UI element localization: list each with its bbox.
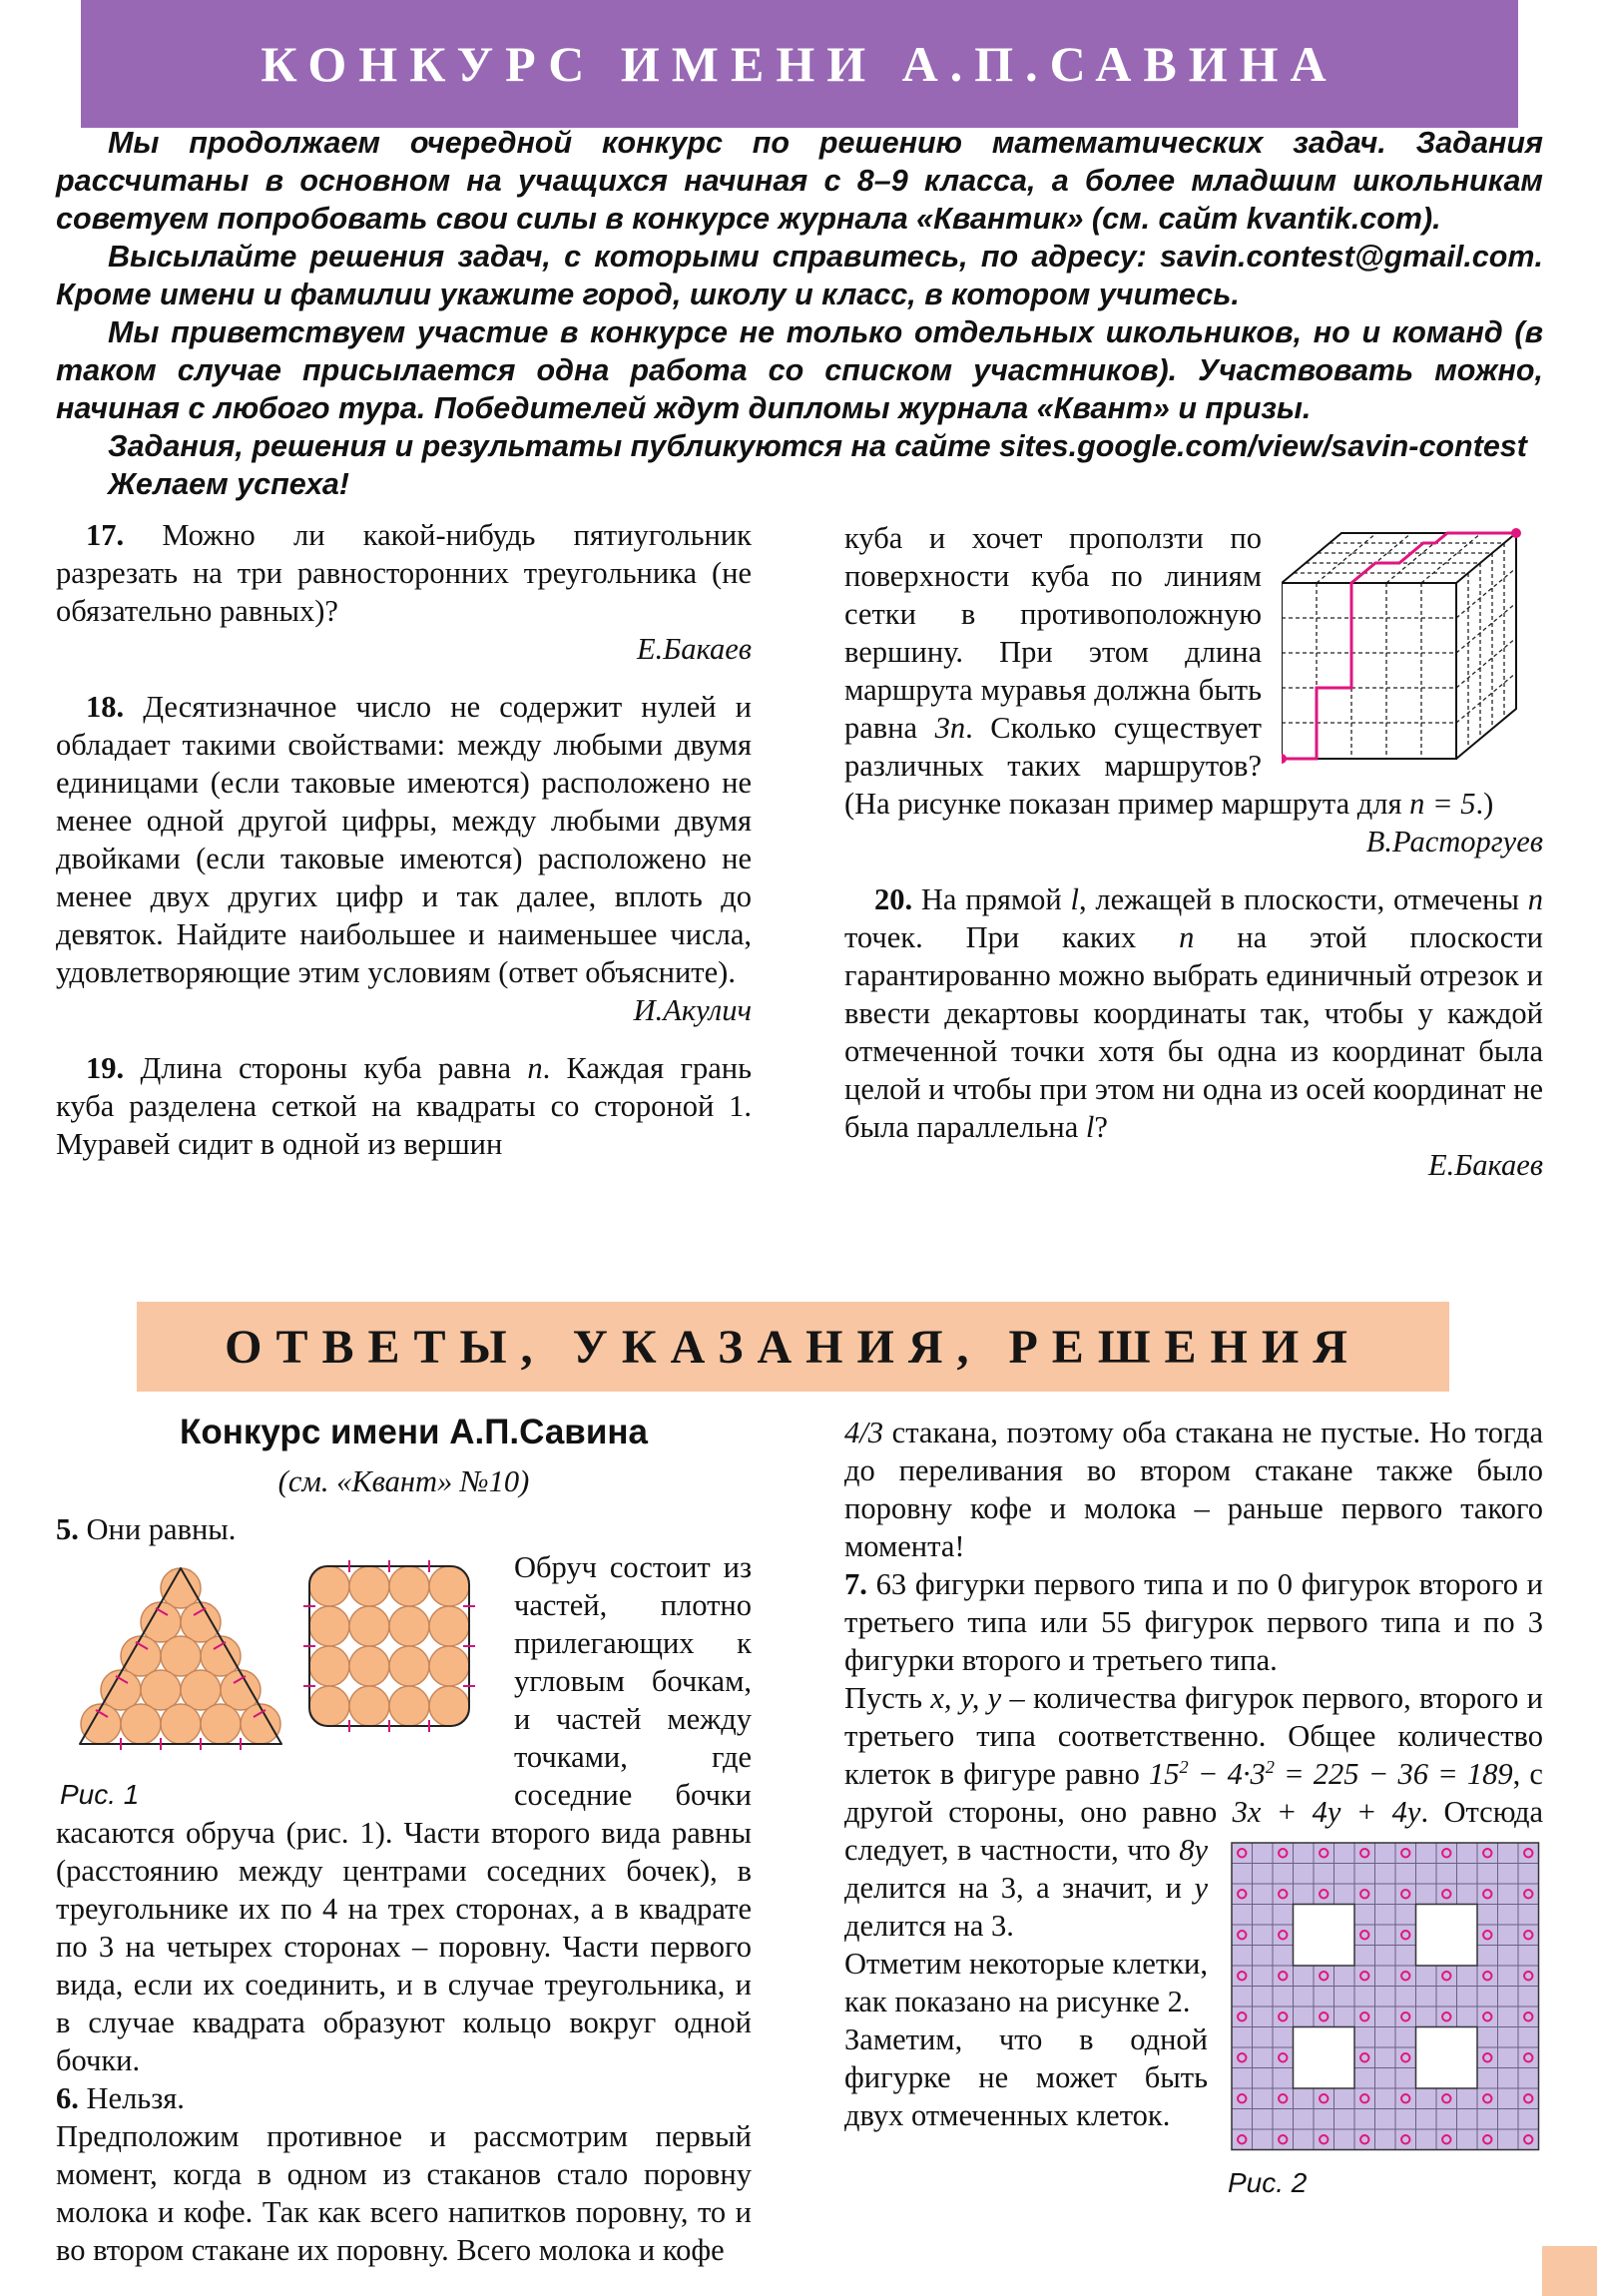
grid-cell: [1498, 1966, 1519, 1987]
intro-paragraph: Высылайте решения задач, с которыми справитесь, по адресу: savin.contest@gmail.com. Кроме имени и фамилии укажите город, школу и класс, в котором учитесь.: [56, 240, 1543, 311]
grid-cell: [1294, 1966, 1315, 1987]
solution-7-marked-cells: Отметим некоторые клетки, как показано на рисунке 2.: [844, 1947, 1208, 2018]
grid-cell: [1294, 2129, 1315, 2150]
grid-cell: [1334, 2129, 1355, 2150]
grid-cell: [1354, 2007, 1375, 2027]
grid-cell: [1477, 1946, 1498, 1967]
solution-6-answer: [56, 2079, 752, 2117]
route-end-dot: [1511, 528, 1521, 538]
problem-number: 20.: [874, 882, 913, 916]
math-vars: x, y, y: [930, 1681, 1002, 1715]
grid-cell: [1253, 2129, 1274, 2150]
grid-cell: [1395, 1946, 1416, 1967]
problem-19: [56, 1049, 752, 1163]
grid-hole: [1294, 2027, 1355, 2089]
grid-cell: [1457, 2109, 1478, 2130]
grid-cell: [1253, 1966, 1274, 1987]
grid-cell: [1314, 1966, 1334, 1987]
problem-author: Е.Бакаев: [636, 632, 752, 666]
grid-cell: [1354, 2109, 1375, 2130]
solution-5-answer: [56, 1510, 752, 1548]
grid-cell: [1273, 2007, 1294, 2027]
grid-cell: [1395, 2007, 1416, 2027]
math-expr: 8y: [1179, 1833, 1208, 1867]
grid-cell: [1416, 2007, 1437, 2027]
grid-cell: [1477, 1966, 1498, 1987]
problem-text: ?: [1094, 1110, 1108, 1144]
grid-cell: [1253, 2027, 1274, 2048]
problem-author: И.Акулич: [633, 993, 752, 1027]
problem-number: 19.: [86, 1051, 125, 1085]
solution-number: 7.: [844, 1567, 867, 1601]
grid-cell: [1477, 2068, 1498, 2089]
grid-cell: [1253, 1925, 1274, 1946]
grid-cell: [1273, 1884, 1294, 1905]
solution-text: стакана, поэтому оба стакана не пустые. Но тогда до переливания во втором стакане также было поровну кофе и молока – раньше первого такого момента!: [844, 1416, 1544, 1563]
intro-paragraph: Мы продолжаем очередной конкурс по решению математических задач. Задания рассчитаны в основном на учащихся начиная с 8–9 класса, а более младшим школьникам советуем попробовать свои силы в конкурсе журнала «Квантик» (см. сайт kvantik.com).: [56, 126, 1543, 236]
math-expr: 3x + 4y + 4y: [1232, 1795, 1421, 1829]
problem-text: , лежащей в плоскости, отмечены: [1079, 882, 1519, 916]
figure-caption: Рис. 1: [60, 1779, 140, 1810]
grid-cell: [1457, 2007, 1478, 2027]
problem-number: 17.: [86, 518, 125, 552]
grid-cell: [1375, 1905, 1396, 1926]
grid-cell: [1457, 2129, 1478, 2150]
solution-6-continued: [844, 1414, 1543, 1565]
grid-cell: [1334, 1884, 1355, 1905]
grid-cell: [1518, 1864, 1539, 1885]
route-start-dot: [1282, 754, 1287, 764]
solutions-heading: Конкурс имени А.П.Савина: [180, 1413, 648, 1451]
grid-cell: [1273, 2027, 1294, 2048]
grid-cell: [1436, 1864, 1457, 1885]
grid-cell: [1273, 2129, 1294, 2150]
grid-cell: [1314, 1884, 1334, 1905]
problem-text: Десятизначное число не содержит нулей и обладает такими свойствами: между любыми двумя единицами (если таковые имеются) расположено не менее одной другой цифры, между любыми двумя двойками (если таковые имеются) расположено не менее двух других цифр и так далее, вплоть до девяток. Найдите наибольшее и наименьшее числа, удовлетворяющие этим условиям (ответ объясните).: [56, 690, 752, 989]
grid-cell: [1232, 2027, 1253, 2048]
grid-cell: [1518, 2007, 1539, 2027]
grid-cell: [1273, 2109, 1294, 2130]
grid-cell: [1477, 2129, 1498, 2150]
grid-cell: [1518, 2027, 1539, 2048]
grid-cell: [1232, 1925, 1253, 1946]
grid-cell: [1395, 2088, 1416, 2109]
grid-cell: [1457, 1966, 1478, 1987]
grid-cell: [1395, 2047, 1416, 2068]
figure-2: [1228, 1839, 1543, 2199]
grid-cell: [1232, 1843, 1253, 1864]
grid-hole: [1416, 1905, 1478, 1967]
grid-cell: [1518, 1966, 1539, 1987]
grid-cell: [1273, 1925, 1294, 1946]
grid-cell: [1375, 2068, 1396, 2089]
marked-cells-figure: [1228, 1839, 1543, 2154]
grid-cell: [1273, 2047, 1294, 2068]
grid-cell: [1253, 2109, 1274, 2130]
problem-text: точек. При каких: [844, 920, 1137, 954]
grid-cell: [1375, 1987, 1396, 2008]
math-var: n: [527, 1051, 543, 1085]
contest-title-band: [81, 0, 1518, 128]
grid-cell: [1518, 1884, 1539, 1905]
grid-cell: [1354, 1925, 1375, 1946]
problem-text: Можно ли какой-нибудь пятиугольник разрезать на три равносторонних треугольника (не обязательно равных)?: [56, 518, 752, 628]
intro-paragraph: Желаем успеха!: [108, 467, 349, 501]
grid-cell: [1518, 2129, 1539, 2150]
grid-cell: [1498, 1884, 1519, 1905]
grid-cell: [1498, 1946, 1519, 1967]
grid-cell: [1498, 2068, 1519, 2089]
grid-cell: [1273, 2088, 1294, 2109]
grid-cell: [1354, 1884, 1375, 1905]
grid-cell: [1498, 1925, 1519, 1946]
grid-cell: [1334, 2088, 1355, 2109]
grid-cell: [1416, 1864, 1437, 1885]
grid-cell: [1314, 2088, 1334, 2109]
problem-text: на этой плоскости гарантированно можно выбрать единичный отрезок и ввести декартовы координаты так, чтобы у каждой отмеченной точки хотя бы одна из координат была целой и чтобы при этом ни одна из осей координат не была параллельна: [844, 920, 1544, 1144]
contest-intro: [56, 124, 1543, 503]
grid-cell: [1253, 1946, 1274, 1967]
grid-cell: [1273, 1843, 1294, 1864]
solution-number: 6.: [56, 2081, 79, 2115]
square-barrels: [309, 1566, 469, 1726]
problem-text: . Сколько существует различных таких маршрутов? (На рисунке показан пример маршрута для: [844, 711, 1402, 821]
math-var: l: [1085, 1110, 1095, 1144]
grid-cell: [1354, 1905, 1375, 1926]
grid-cell: [1232, 2088, 1253, 2109]
grid-cell: [1477, 2109, 1498, 2130]
grid-cell: [1375, 1864, 1396, 1885]
solution-answer: 63 фигурки первого типа и по 0 фигурок второго и третьего типа или 55 фигурок первого типа и по 3 фигурки второго и третьего типа.: [844, 1567, 1544, 1677]
grid-cell: [1518, 2068, 1539, 2089]
grid-cell: [1334, 2007, 1355, 2027]
grid-cell: [1477, 1884, 1498, 1905]
problems-right-column: [844, 519, 1543, 1204]
grid-cell: [1416, 1966, 1437, 1987]
grid-cell: [1477, 2007, 1498, 2027]
grid-cell: [1334, 1966, 1355, 1987]
grid-cell: [1294, 2007, 1315, 2027]
grid-cell: [1354, 1946, 1375, 1967]
grid-cell: [1314, 1864, 1334, 1885]
problem-17: [56, 516, 752, 630]
grid-cell: [1416, 2088, 1437, 2109]
grid-cell: [1253, 1987, 1274, 2008]
math-var: n: [1527, 882, 1544, 916]
math-var: l: [1070, 882, 1079, 916]
solution-text: Обруч состоит из частей, плотно прилегающих к угловым бочкам, и частей между точками, где соседние бочки касаются обруча (рис. 1). Части второго вида равны (расстоянию между центрами соседних бочек), в треугольнике их по 4 на трех сторонах, а в квадрате по 3 на четырех сторонах – поровну. Части первого вида, если их соединить, и в случае треугольника, и в случае квадрата образуют кольцо вокруг одной бочки.: [56, 1550, 752, 2077]
solutions-reference: (см. «Квант» №10): [277, 1464, 530, 1498]
grid-cell: [1395, 1884, 1416, 1905]
intro-paragraph: Задания, решения и результаты публикуются на сайте sites.google.com/view/savin-contest: [108, 429, 1527, 463]
grid-cell: [1253, 1884, 1274, 1905]
grid-cell: [1253, 1843, 1274, 1864]
grid-cell: [1314, 1987, 1334, 2008]
barrels-figure: [56, 1552, 500, 1782]
cube-route-figure: [1282, 523, 1543, 771]
grid-cell: [1375, 1966, 1396, 1987]
grid-cell: [1232, 1905, 1253, 1926]
grid-cell: [1294, 1864, 1315, 1885]
grid-cell: [1375, 2047, 1396, 2068]
grid-cell: [1253, 1905, 1274, 1926]
grid-cell: [1253, 2007, 1274, 2027]
contest-title: КОНКУРС ИМЕНИ А.П.САВИНА: [261, 36, 1338, 92]
grid-cell: [1375, 2027, 1396, 2048]
grid-cell: [1477, 2047, 1498, 2068]
problem-number: 18.: [86, 690, 125, 724]
answers-title: ОТВЕТЫ, УКАЗАНИЯ, РЕШЕНИЯ: [225, 1320, 1361, 1374]
grid-cell: [1477, 1864, 1498, 1885]
grid-cell: [1436, 1987, 1457, 2008]
grid-cell: [1273, 1905, 1294, 1926]
grid-cell: [1232, 2007, 1253, 2027]
grid-cell: [1498, 2088, 1519, 2109]
grid-hole: [1294, 1905, 1355, 1967]
grid-cell: [1273, 1864, 1294, 1885]
grid-cell: [1232, 1946, 1253, 1967]
grid-cell: [1354, 2047, 1375, 2068]
intro-paragraph: Мы приветствуем участие в конкурсе не только отдельных школьников, но и команд (в таком случае присылается одна работа со списком участников). Участвовать можно, начиная с любого тура. Победителей ждут дипломы журнала «Квант» и призы.: [56, 315, 1543, 425]
grid-cell: [1416, 1884, 1437, 1905]
grid-cell: [1498, 2007, 1519, 2027]
grid-cell: [1354, 2027, 1375, 2048]
grid-cell: [1314, 2109, 1334, 2130]
grid-cell: [1477, 1987, 1498, 2008]
grid-cell: [1375, 2129, 1396, 2150]
grid-cell: [1498, 2027, 1519, 2048]
problem-author: Е.Бакаев: [1427, 1148, 1543, 1182]
grid-cell: [1294, 1987, 1315, 2008]
grid-cell: [1354, 1966, 1375, 1987]
solution-number: 5.: [56, 1512, 79, 1546]
grid-cell: [1232, 2129, 1253, 2150]
grid-cell: [1518, 1905, 1539, 1926]
solution-text: делится на 3.: [844, 1909, 1014, 1943]
grid-cell: [1273, 2068, 1294, 2089]
grid-cell: [1253, 2088, 1274, 2109]
grid-cell: [1457, 1987, 1478, 2008]
grid-cell: [1457, 1884, 1478, 1905]
answers-title-band: [137, 1302, 1449, 1392]
grid-cell: [1518, 1925, 1539, 1946]
grid-cell: [1232, 1987, 1253, 2008]
grid-cell: [1416, 2129, 1437, 2150]
grid-cell: [1232, 2109, 1253, 2130]
grid-cell: [1477, 1843, 1498, 1864]
grid-cell: [1334, 2109, 1355, 2130]
grid-cell: [1232, 1884, 1253, 1905]
grid-cell: [1395, 2109, 1416, 2130]
grid-cell: [1395, 1925, 1416, 1946]
grid-cell: [1498, 1987, 1519, 2008]
problem-text: . Каждая грань куба разделена сеткой на квадраты со стороной 1. Муравей сидит в одной из вершин: [56, 1051, 753, 1161]
problems-left-column: [56, 516, 752, 1163]
math-expr: $15^2 - 4\cdot 3^2 = 225 - 36 = 189$: [1149, 1756, 1513, 1791]
grid-cell: [1477, 2088, 1498, 2109]
solution-5-text: [56, 1548, 752, 2079]
grid-cell: [1253, 2047, 1274, 2068]
grid-cell: [1518, 1987, 1539, 2008]
grid-cell: [1518, 1843, 1539, 1864]
grid-cell: [1477, 2027, 1498, 2048]
grid-cell: [1273, 1946, 1294, 1967]
problem-text: .): [1475, 787, 1494, 821]
grid-cell: [1395, 1864, 1416, 1885]
grid-cell: [1436, 1966, 1457, 1987]
math-fraction: 4/3: [844, 1416, 883, 1449]
grid-cell: [1375, 2109, 1396, 2130]
grid-cell: [1375, 1843, 1396, 1864]
grid-cell: [1273, 1987, 1294, 2008]
grid-cell: [1232, 1966, 1253, 1987]
grid-cell: [1334, 1843, 1355, 1864]
grid-cell: [1314, 1843, 1334, 1864]
grid-cell: [1436, 1884, 1457, 1905]
solution-text: Пусть: [844, 1681, 923, 1715]
grid-cell: [1314, 2007, 1334, 2027]
grid-cell: [1436, 2088, 1457, 2109]
grid-cell: [1294, 1843, 1315, 1864]
grid-cell: [1314, 2129, 1334, 2150]
problem-author: В.Расторгуев: [1365, 825, 1543, 859]
grid-cell: [1232, 1864, 1253, 1885]
grid-cell: [1395, 1966, 1416, 1987]
grid-cell: [1457, 2088, 1478, 2109]
grid-cell: [1294, 1884, 1315, 1905]
problem-20: [844, 880, 1543, 1146]
solution-text: . Отсюда следует, в частности, что: [844, 1795, 1543, 1867]
math-expr: 3n: [934, 711, 966, 745]
grid-cell: [1334, 1987, 1355, 2008]
grid-cell: [1518, 2088, 1539, 2109]
grid-cell: [1436, 1843, 1457, 1864]
grid-cell: [1354, 1843, 1375, 1864]
grid-cell: [1416, 1843, 1437, 1864]
solution-7-answer: [844, 1565, 1543, 1679]
grid-cell: [1354, 2068, 1375, 2089]
solution-answer: Нельзя.: [86, 2081, 185, 2115]
grid-cell: [1253, 1864, 1274, 1885]
grid-cell: [1518, 2109, 1539, 2130]
problem-18: [56, 688, 752, 991]
grid-cell: [1232, 2068, 1253, 2089]
grid-cell: [1477, 1925, 1498, 1946]
grid-cell: [1436, 2007, 1457, 2027]
math-var: y: [1194, 1871, 1209, 1905]
grid-cell: [1457, 1843, 1478, 1864]
solutions-left-column: [56, 1411, 752, 2269]
grid-cell: [1375, 2007, 1396, 2027]
grid-cell: [1253, 2068, 1274, 2089]
grid-cell: [1354, 1864, 1375, 1885]
grid-cell: [1273, 1966, 1294, 1987]
grid-cell: [1498, 2129, 1519, 2150]
grid-cell: [1477, 1905, 1498, 1926]
solution-text: , с другой стороны, оно равно: [844, 1757, 1543, 1829]
grid-cell: [1498, 2109, 1519, 2130]
grid-cell: [1498, 1843, 1519, 1864]
problem-text: Длина стороны куба равна: [140, 1051, 511, 1085]
grid-cell: [1294, 2088, 1315, 2109]
grid-cell: [1334, 1864, 1355, 1885]
grid-cell: [1375, 1946, 1396, 1967]
grid-cell: [1395, 2068, 1416, 2089]
grid-hole: [1416, 2027, 1478, 2089]
grid-cell: [1436, 2109, 1457, 2130]
grid-cell: [1436, 2129, 1457, 2150]
solution-text: – количества фигурок первого, второго и третьего типа соответственно. Общее количество клеток в фигуре равно: [844, 1681, 1543, 1791]
page-corner-tab: [1542, 2246, 1597, 2296]
solution-text: делится на 3, а значит, и: [844, 1871, 1182, 1905]
grid-cell: [1375, 2088, 1396, 2109]
grid-cell: [1395, 1987, 1416, 2008]
figure-1: [56, 1552, 500, 1810]
solutions-right-column: [844, 1414, 1543, 2199]
grid-cell: [1457, 1864, 1478, 1885]
grid-cell: [1416, 2109, 1437, 2130]
grid-cell: [1232, 2047, 1253, 2068]
grid-cell: [1498, 2047, 1519, 2068]
math-var: n: [1179, 920, 1195, 954]
figure-caption: Рис. 2: [1228, 2167, 1308, 2198]
grid-cell: [1518, 1946, 1539, 1967]
math-expr: n = 5: [1409, 787, 1476, 821]
problem-text: На прямой: [920, 882, 1062, 916]
grid-cell: [1354, 1987, 1375, 2008]
problem-text: куба и хочет проползти по поверхности куба по линиям сетки в противоположную вершину. При этом длина маршрута муравья должна быть равна: [844, 521, 1262, 745]
grid-cell: [1395, 1843, 1416, 1864]
solution-7-observation: Заметим, что в одной фигурке не может быть двух отмеченных клеток.: [844, 2022, 1208, 2132]
grid-cell: [1395, 1905, 1416, 1926]
grid-cell: [1354, 2129, 1375, 2150]
grid-cell: [1375, 1884, 1396, 1905]
solution-answer: Они равны.: [86, 1512, 237, 1546]
grid-cell: [1375, 1925, 1396, 1946]
grid-cell: [1395, 2129, 1416, 2150]
grid-cell: [1518, 2047, 1539, 2068]
grid-cell: [1498, 1905, 1519, 1926]
grid-cell: [1498, 1864, 1519, 1885]
grid-cell: [1354, 2088, 1375, 2109]
solution-6-text: Предположим противное и рассмотрим первый момент, когда в одном из стаканов стало поровну молока и кофе. Так как всего напитков поровну, то и во втором стакане их поровну. Всего молока и кофе: [56, 2119, 752, 2267]
grid-cell: [1416, 1987, 1437, 2008]
triangle-barrels: [81, 1568, 280, 1744]
grid-cell: [1395, 2027, 1416, 2048]
grid-cell: [1294, 2109, 1315, 2130]
